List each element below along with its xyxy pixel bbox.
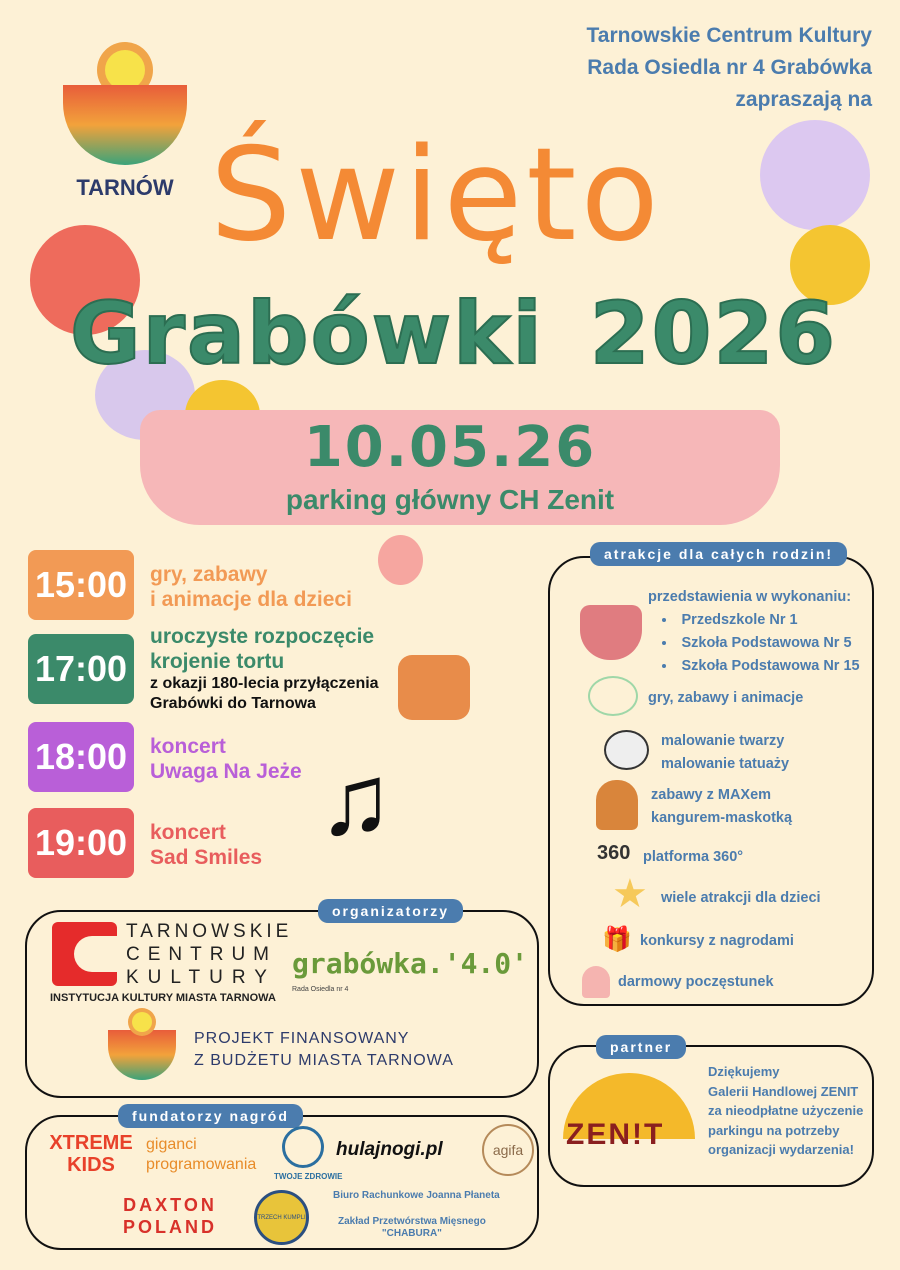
organizers-label: organizatorzy <box>318 899 463 923</box>
schedule-item <box>150 562 352 612</box>
event-text: gry, zabawy <box>150 563 268 586</box>
kangaroo-mascot-icon <box>596 780 638 830</box>
cake-icon <box>398 655 470 720</box>
event-text: uroczyste rozpoczęcie <box>150 625 375 648</box>
funding-text: PROJEKT FINANSOWANY Z BUDŻETU MIASTA TARNOWA <box>194 1030 454 1069</box>
tarnow-logo <box>55 30 195 200</box>
tarnow-label: TARNÓW <box>76 175 174 200</box>
sponsor-text: Zakład Przetwórstwa Mięsnego "CHABURA" <box>338 1216 486 1239</box>
attractions-list <box>648 586 860 678</box>
360-icon: 360 <box>597 842 631 864</box>
schedule-item <box>150 624 390 714</box>
title-grabowki-text: Grabówki <box>70 284 544 384</box>
sponsors-label: fundatorzy nagród <box>118 1104 303 1128</box>
sun-icon <box>105 50 145 90</box>
palette-icon <box>604 730 649 770</box>
zenit-logo-text: ZEN!T <box>566 1118 665 1151</box>
grabowka-subtitle: Rada Osiedla nr 4 <box>292 986 349 993</box>
flower-icon <box>760 120 870 230</box>
event-date: 10.05.26 <box>303 415 597 480</box>
music-notes-icon: ♫ <box>318 744 393 856</box>
header-invite <box>587 20 873 116</box>
balloons-icon <box>378 535 423 585</box>
header-line: Rada Osiedla nr 4 Grabówka <box>587 56 872 79</box>
cupcake-icon <box>582 966 610 998</box>
event-text: Sad Smiles <box>150 846 263 869</box>
xtreme-kids-logo: XTREME KIDS <box>49 1132 133 1176</box>
attraction-text: przedstawienia w wykonaniu: <box>648 589 852 605</box>
trzech-kumpli-logo: TRZECH KUMPLI <box>254 1190 309 1245</box>
time-badge: 17:00 <box>28 634 134 704</box>
tck-logo-mark <box>52 922 117 986</box>
attraction-text: malowanie twarzy malowanie tatuaży <box>661 733 790 772</box>
star-icon: ★ <box>612 872 648 916</box>
time-badge: 19:00 <box>28 808 134 878</box>
title-year: 2026 <box>589 284 838 384</box>
title-swieto: Święto <box>210 121 663 270</box>
event-text: koncert <box>150 821 226 844</box>
tck-logo-text: TARNOWSKIE CENTRUM KULTURY <box>126 921 293 988</box>
attraction-text: konkursy z nagrodami <box>640 933 794 949</box>
daxton-logo: DAXTON POLAND <box>123 1195 217 1237</box>
event-text: i animacje dla dzieci <box>150 588 352 611</box>
sun-icon <box>132 1012 152 1032</box>
grabowka-logo: grabówka.'4.0' <box>292 947 529 980</box>
tck-subtitle: INSTYTUCJA KULTURY MIASTA TARNOWA <box>50 992 276 1004</box>
partner-text: Dziękujemy Galerii Handlowej ZENIT za nieodpłatne użyczenie parkingu na potrzeby organizacji wydarzenia! <box>708 1064 864 1157</box>
attraction-text: darmowy poczęstunek <box>618 974 774 990</box>
title-grabowki <box>70 284 837 384</box>
school-item: • Szkoła Podstawowa Nr 15 <box>662 655 860 678</box>
header-line: zapraszają na <box>735 88 872 111</box>
attraction-text: zabawy z MAXem kangurem-maskotką <box>651 787 793 826</box>
school-item: • Przedszkole Nr 1 <box>662 609 860 632</box>
sponsor-text: Biuro Rachunkowe Joanna Płaneta <box>333 1190 500 1201</box>
schedule-item <box>150 734 302 784</box>
crescent-icon <box>63 85 187 165</box>
twoje-zdrowie-text: TWOJE ZDROWIE <box>274 1172 343 1181</box>
attraction-text: gry, zabawy i animacje <box>648 690 804 706</box>
hulajnogi-logo: hulajnogi.pl <box>336 1139 443 1160</box>
event-text: Uwaga Na Jeże <box>150 760 302 783</box>
balloons-icon <box>588 676 638 716</box>
event-place: parking główny CH Zenit <box>285 484 615 515</box>
twoje-zdrowie-logo <box>282 1126 324 1168</box>
schedule-item <box>150 820 262 870</box>
time-badge: 18:00 <box>28 722 134 792</box>
header-line: Tarnowskie Centrum Kultury <box>586 24 872 47</box>
time-badge: 15:00 <box>28 550 134 620</box>
prize-icon: 🎁 <box>602 926 632 953</box>
giganci-logo: giganci programowania <box>146 1136 257 1173</box>
event-text: koncert <box>150 735 226 758</box>
attraction-text: wiele atrakcji dla dzieci <box>661 890 821 906</box>
school-item: • Szkoła Podstawowa Nr 5 <box>662 632 860 655</box>
event-text: krojenie tortu <box>150 650 285 673</box>
partner-label: partner <box>596 1035 686 1059</box>
event-note: z okazji 180-lecia przyłączenia Grabówki do Tarnowa <box>150 675 379 712</box>
agifa-logo: agifa <box>482 1124 534 1176</box>
attraction-text: platforma 360° <box>643 849 744 865</box>
attractions-label: atrakcje dla całych rodzin! <box>590 542 847 566</box>
